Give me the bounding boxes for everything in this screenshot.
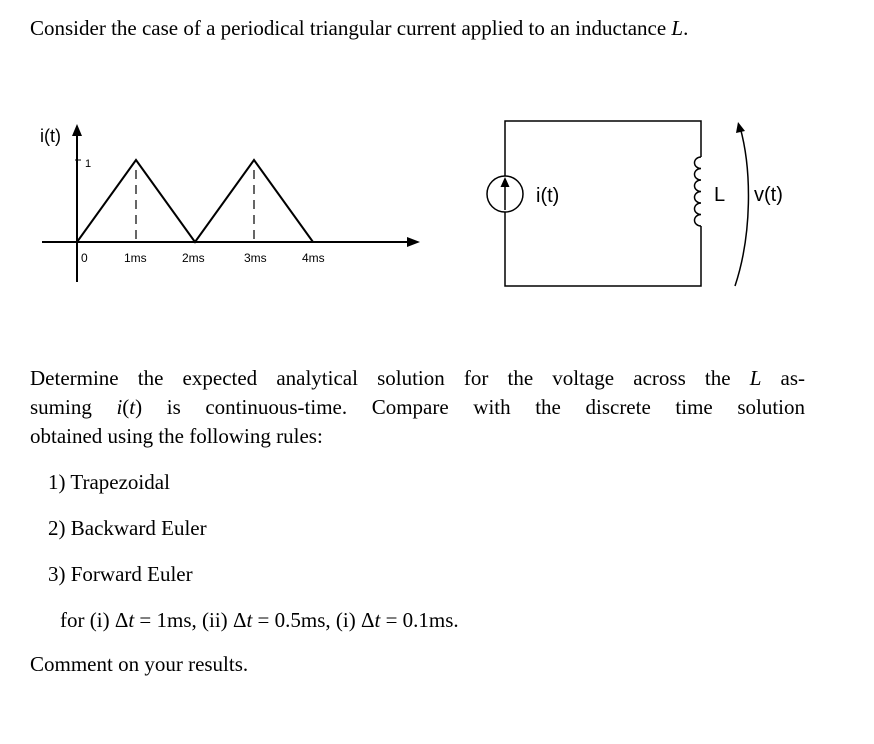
step-1: = 1ms, (ii) bbox=[134, 608, 233, 632]
paragraph-line-2 bbox=[30, 393, 805, 422]
paren-close: ) bbox=[135, 395, 143, 419]
rule-backward-euler: 2) Backward Euler bbox=[48, 516, 207, 540]
delta-symbol-3: Δ bbox=[360, 608, 375, 632]
paragraph-line-3: obtained using the following rules: bbox=[30, 424, 323, 448]
inductance-symbol: L bbox=[671, 16, 684, 40]
hyphen-as: as- bbox=[780, 366, 806, 390]
x-axis-arrow bbox=[407, 237, 420, 247]
x-tick-label-0: 0 bbox=[81, 251, 88, 265]
t-symbol-1: t bbox=[128, 608, 135, 632]
y-tick-label: 1 bbox=[85, 158, 92, 170]
time-step-line bbox=[60, 606, 459, 635]
question-paragraph bbox=[30, 364, 805, 451]
inductance-symbol-2: L bbox=[749, 366, 762, 390]
paragraph-line-1 bbox=[30, 364, 805, 393]
x-tick-label-1ms: 1ms bbox=[124, 251, 147, 265]
step-3: = 0.1ms. bbox=[380, 608, 459, 632]
voltage-arrow-head bbox=[736, 122, 745, 133]
current-symbol: i bbox=[116, 395, 123, 419]
source-label: i(t) bbox=[536, 185, 560, 207]
inductor-coil bbox=[695, 157, 702, 226]
for-prefix: for (i) bbox=[60, 608, 115, 632]
current-waveform-graph bbox=[0, 110, 440, 290]
t-symbol-2: t bbox=[246, 608, 253, 632]
y-axis-arrow bbox=[72, 124, 82, 136]
rule-trapezoidal: 1) Trapezoidal bbox=[48, 470, 170, 494]
comment-text: Comment on your results. bbox=[30, 652, 249, 676]
triangle-waveform bbox=[77, 160, 313, 242]
paragraph-line-2-text: is continuous-time. Compare with the discrete time solution bbox=[166, 395, 806, 419]
x-tick-label-2ms: 2ms bbox=[182, 251, 205, 265]
time-symbol: t bbox=[129, 395, 136, 419]
circuit-wire bbox=[505, 121, 701, 286]
word-suming: suming bbox=[30, 395, 92, 419]
paren-open: ( bbox=[122, 395, 130, 419]
voltage-arrow bbox=[735, 127, 748, 286]
intro-text bbox=[30, 14, 688, 43]
y-axis-label: i(t) bbox=[40, 126, 61, 146]
rule-forward-euler: 3) Forward Euler bbox=[48, 562, 193, 586]
step-2: = 0.5ms, (i) bbox=[252, 608, 361, 632]
x-tick-label-4ms: 4ms bbox=[302, 251, 325, 265]
x-tick-label-3ms: 3ms bbox=[244, 251, 267, 265]
voltage-label: v(t) bbox=[754, 184, 783, 206]
intro-period: . bbox=[683, 16, 689, 40]
intro-sentence: Consider the case of a periodical triangular current applied to an inductance bbox=[30, 16, 667, 40]
delta-symbol-1: Δ bbox=[114, 608, 129, 632]
circuit-diagram bbox=[470, 110, 810, 300]
delta-symbol-2: Δ bbox=[232, 608, 247, 632]
inductor-label: L bbox=[714, 184, 726, 206]
paragraph-line-1-text: Determine the expected analytical solution for the voltage across the bbox=[30, 366, 731, 390]
t-symbol-3: t bbox=[374, 608, 381, 632]
